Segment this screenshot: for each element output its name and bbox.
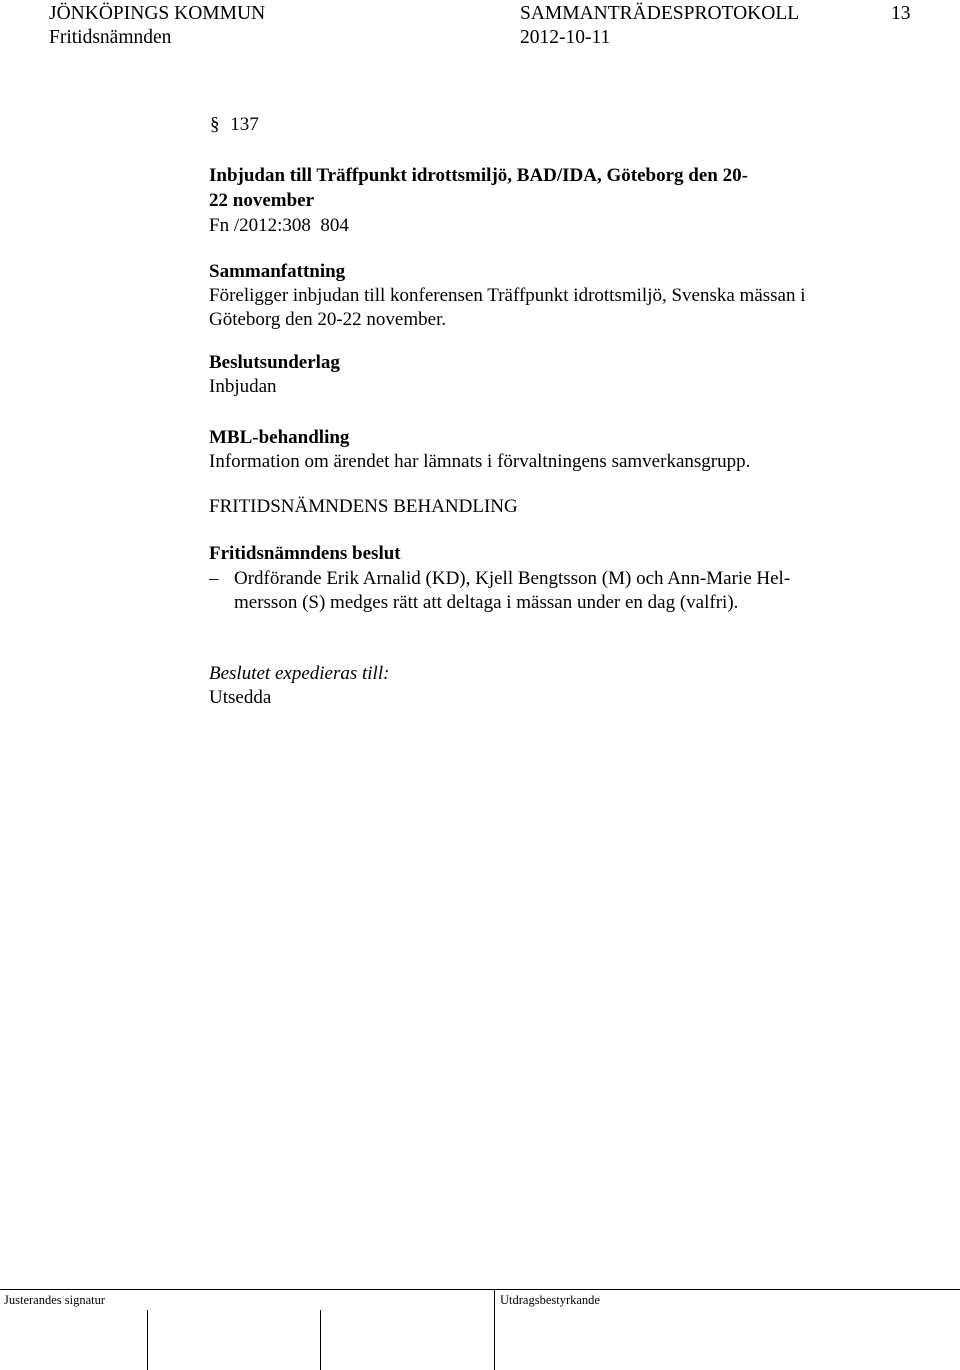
- decision-line-2: mersson (S) medges rätt att deltaga i mässan under en dag (valfri).: [234, 592, 739, 613]
- paragraph-number-value: 137: [230, 114, 259, 135]
- mbl-text: Information om ärendet har lämnats i förvaltningens samverkansgrupp.: [209, 451, 751, 472]
- header-page-number: 13: [891, 3, 911, 24]
- dispatch-text: Utsedda: [209, 687, 272, 708]
- footer-attestation-label: Utdragsbestyrkande: [500, 1293, 600, 1307]
- basis-heading: Beslutsunderlag: [209, 352, 340, 373]
- basis-text: Inbjudan: [209, 376, 277, 397]
- paragraph-number: [210, 115, 259, 134]
- footer-top-rule: [0, 1289, 960, 1290]
- section-symbol-icon: §: [210, 114, 220, 135]
- footer-divider-2: [320, 1310, 321, 1370]
- header-date: 2012-10-11: [520, 27, 611, 48]
- decision-line-1: Ordförande Erik Arnalid (KD), Kjell Bengtsson (M) och Ann-Marie Hel-: [234, 568, 791, 589]
- handling-heading: FRITIDSNÄMNDENS BEHANDLING: [209, 496, 518, 517]
- header-org: JÖNKÖPINGS KOMMUN: [49, 3, 266, 24]
- footer-signature-label: Justerandes signatur: [4, 1293, 106, 1307]
- header-doc-type: SAMMANTRÄDESPROTOKOLL: [520, 3, 800, 24]
- decision-dash: –: [209, 568, 219, 589]
- footer-divider-3: [494, 1289, 495, 1370]
- mbl-heading: MBL-behandling: [209, 427, 350, 448]
- dispatch-heading: Beslutet expedieras till:: [209, 663, 390, 684]
- header-committee: Fritidsnämnden: [49, 27, 172, 48]
- summary-line-2: Göteborg den 20-22 november.: [209, 309, 447, 330]
- paragraph-title-line-2: 22 november: [209, 190, 315, 211]
- footer-divider-1: [147, 1310, 148, 1370]
- summary-line-1: Föreligger inbjudan till konferensen Träffpunkt idrottsmiljö, Svenska mässan i: [209, 285, 806, 306]
- paragraph-title-line-1: Inbjudan till Träffpunkt idrottsmiljö, BAD/IDA, Göteborg den 20-: [209, 165, 748, 186]
- decision-heading: Fritidsnämndens beslut: [209, 543, 401, 564]
- summary-heading: Sammanfattning: [209, 261, 346, 282]
- paragraph-reference: Fn /2012:308 804: [209, 215, 349, 236]
